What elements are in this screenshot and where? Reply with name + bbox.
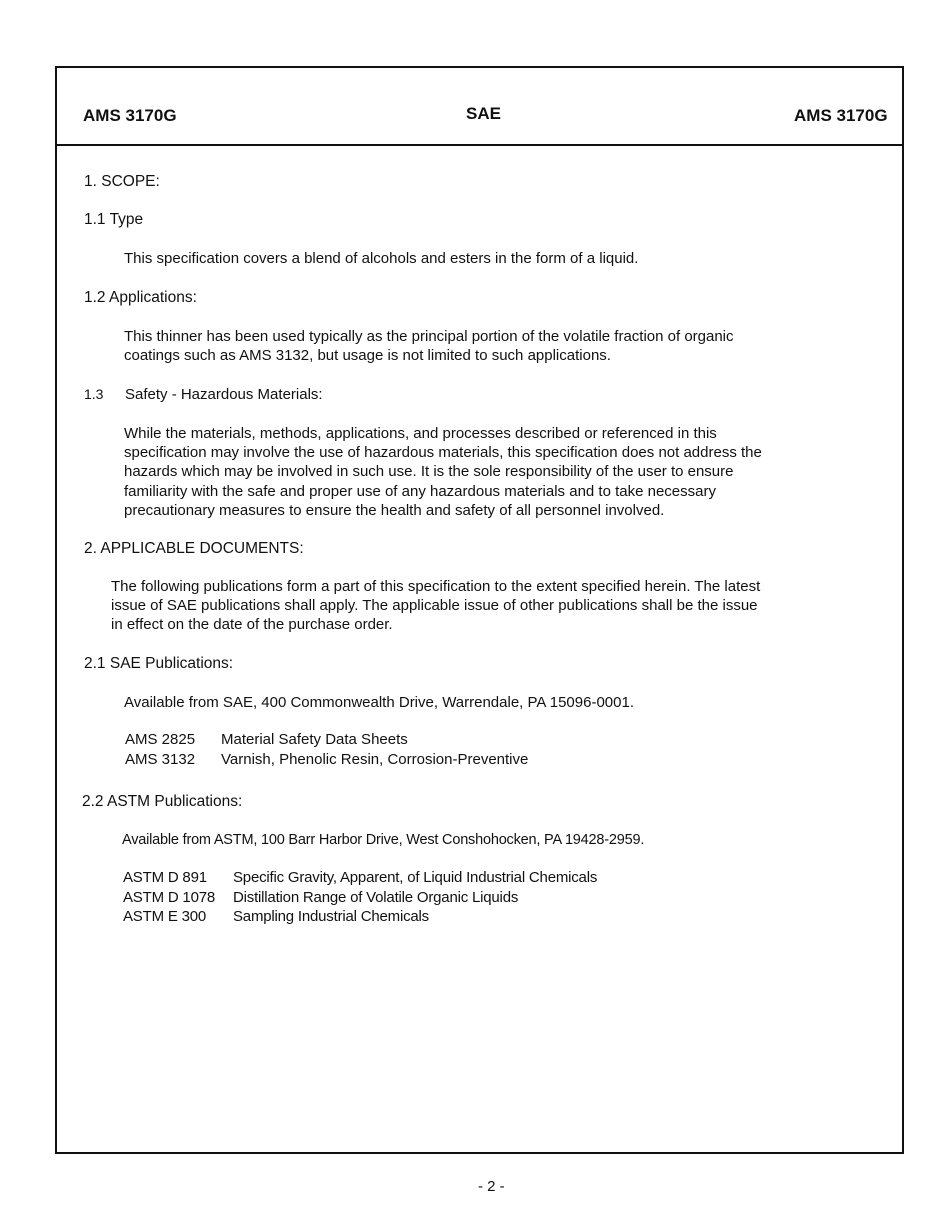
section-2-2-heading: 2.2 ASTM Publications: (82, 793, 243, 810)
paragraph-line: in effect on the date of the purchase order. (111, 616, 393, 634)
section-1-1-body: This specification covers a blend of alcohols and esters in the form of a liquid. (124, 250, 639, 267)
section-2-heading: 2. APPLICABLE DOCUMENTS: (84, 540, 304, 557)
astm-ref-title: Distillation Range of Volatile Organic Liquids (233, 889, 519, 906)
section-2-body (111, 577, 760, 635)
section-1-heading: 1. SCOPE: (84, 173, 160, 190)
astm-ref-code: ASTM D 1078 (123, 889, 216, 906)
paragraph-line: This thinner has been used typically as the principal portion of the volatile fraction of organic (124, 328, 734, 345)
astm-ref-code: ASTM D 891 (123, 869, 207, 886)
astm-ref-code: ASTM E 300 (123, 908, 207, 925)
section-2-1-available: Available from SAE, 400 Commonwealth Drive, Warrendale, PA 15096-0001. (124, 694, 634, 711)
paragraph-line: While the materials, methods, applications, and processes described or referenced in this (124, 425, 717, 442)
sae-ref-code: AMS 3132 (125, 751, 196, 768)
paragraph-line: familiarity with the safe and proper use of any hazardous materials and to take necessary (124, 482, 716, 500)
astm-ref-title: Sampling Industrial Chemicals (233, 908, 429, 925)
sae-ref-title: Material Safety Data Sheets (221, 731, 408, 748)
header-doc-code-right: AMS 3170G (794, 106, 888, 125)
astm-ref-title: Specific Gravity, Apparent, of Liquid Industrial Chemicals (233, 869, 598, 886)
paragraph-line: coatings such as AMS 3132, but usage is not limited to such applications. (124, 347, 611, 365)
header-divider (55, 144, 904, 146)
paragraph-line: issue of SAE publications shall apply. The applicable issue of other publications shall be the issue (111, 597, 758, 615)
section-1-1-heading: 1.1 Type (84, 211, 144, 228)
section-2-2-available: Available from ASTM, 100 Barr Harbor Drive, West Conshohocken, PA 19428-2959. (122, 832, 645, 848)
paragraph-line: The following publications form a part of this specification to the extent specified herein. The latest (111, 578, 761, 595)
header-doc-code-left: AMS 3170G (83, 106, 177, 125)
sae-ref-code: AMS 2825 (125, 731, 196, 748)
sae-ref-title: Varnish, Phenolic Resin, Corrosion-Preventive (221, 751, 529, 768)
section-1-3-number: 1.3 (84, 386, 104, 402)
section-1-3-heading: Safety - Hazardous Materials: (125, 386, 323, 403)
section-1-3-body (124, 424, 762, 520)
paragraph-line: hazards which may be involved in such use. It is the sole responsibility of the user to ensure (124, 463, 734, 481)
header-organization: SAE (466, 104, 501, 123)
paragraph-line: precautionary measures to ensure the health and safety of all personnel involved. (124, 501, 665, 519)
section-2-1-heading: 2.1 SAE Publications: (84, 655, 234, 672)
page-number: - 2 - (478, 1178, 505, 1195)
section-1-2-body (124, 327, 734, 365)
paragraph-line: specification may involve the use of hazardous materials, this specification does not address the (124, 444, 762, 462)
section-1-2-heading: 1.2 Applications: (84, 289, 197, 306)
